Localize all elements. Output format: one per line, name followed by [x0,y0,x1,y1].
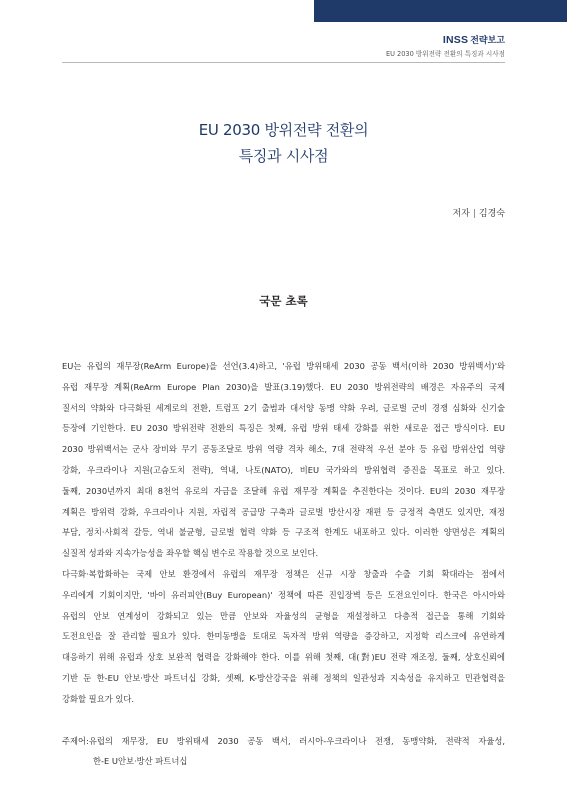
keywords-label: 주제어: [62,736,89,746]
document-title-line1: EU 2030 방위전략 전환의 [198,121,369,139]
keywords-block [62,731,505,771]
text-line: 등장에 기인한다. EU 2030 방위전략 전환의 특징은 첫째, 유럽 방위 태세 강화를 위한 새로운 접근 방식이다. EU [62,423,505,434]
keywords-text-line2: 한-E U안보·방산 파트너십 [93,756,188,766]
text-line: 부담, 정치·사회적 갈등, 역내 불균형, 글로벌 협력 약화 등 구조적 한계도 내포하고 있다. 이러한 양면성은 계획의 [62,527,505,538]
brand-name: INSS [442,34,469,46]
keywords-line1 [62,731,505,751]
header-accent-bar [314,0,567,22]
text-line: 다극화·복합화하는 국제 안보 환경에서 유럽의 재무장 정책은 신규 시장 창출과 수출 기회 확대라는 점에서 [62,568,505,579]
text-line: 둘째, 2030년까지 최대 8천억 유로의 자금을 조달해 유럽 재무장 계획을 추진한다는 것이다. EU의 2030 재무장 [62,485,505,496]
text-line: 계획은 방위력 강화, 우크라이나 지원, 자립적 공급망 구축과 글로벌 방산시장 재편 등 긍정적 측면도 있지만, 재정 [62,506,505,517]
author-label: 저자 [452,209,470,219]
text-line: 유럽의 안보 연계성이 강화되고 있는 만큼 안보와 자율성의 균형을 재설정하고 다층적 접근을 통해 기회와 [62,610,505,621]
text-line: 질서의 약화와 다극화된 세계로의 전환, 트럼프 2기 출범과 대서양 동맹 약화 우려, 글로벌 군비 경쟁 심화와 신기술 [62,402,505,413]
text-line: 도전요인을 잘 관리할 필요가 있다. 한미동맹을 토대로 독자적 방위 역량을 증강하고, 지정학 리스크에 유연하게 [62,631,505,642]
keywords-text-line1: 유럽의 재무장, EU 방위태세 2030 공동 백서, 러시아-우크라이나 전쟁, 동맹약화, 전략적 자율성, [88,736,505,746]
header-divider [62,62,505,63]
abstract-paragraph-2 [62,564,505,710]
abstract-paragraph-1 [62,356,505,564]
text-line: 기반 둔 한-EU 안보·방산 파트너십 강화, 셋째, K-방산강국을 위해 정책의 일관성과 지속성을 유지하고 민관협력을 [62,672,505,683]
text-line: 대응하기 위해 유럽과 상호 보완적 협력을 강화해야 한다. 이를 위해 첫째, 대(對)EU 전략 재조정, 둘째, 상호신뢰에 [62,652,505,663]
text-line: 우리에게 기회이지만, '바이 유러피안(Buy European)' 정책에 따른 진입장벽 등은 도전요인이다. 한국은 아시아와 [62,589,505,600]
brand-logo [443,33,505,46]
text-line: 유럽 재무장 계획(ReArm Europe Plan 2030)을 발표(3.19)했다. EU 2030 방위전략의 배경은 자유주의 국제 [62,381,505,392]
document-title-line2: 특징과 시사점 [238,147,329,165]
author-name: 김경숙 [478,209,505,219]
author-separator: | [472,209,476,219]
text-line: 강화할 필요가 있다. [62,693,135,704]
running-title: EU 2030 방위전략 전환의 특징과 시사점 [385,50,505,58]
text-line: 2030 방위백서는 군사 장비와 무기 공동조달로 방위 역량 격차 해소, 7대 전략적 우선 분야 등 유럽 방위산업 역량 [62,444,505,455]
text-line: 실질적 성과와 지속가능성을 좌우할 핵심 변수로 작용할 것으로 보인다. [62,548,319,559]
text-line: EU는 유럽의 재무장(ReArm Europe)을 선언(3.4)하고, '유럽 방위태세 2030 공동 백서(이하 2030 방위백서)'와 [62,361,505,371]
abstract-body [62,356,505,710]
abstract-heading: 국문 초록 [259,294,308,308]
author-line [452,206,505,219]
text-line: 강화, 우크라이나 지원(고슴도치 전략), 역내, 나토(NATO), 비EU 국가와의 방위협력 증진을 목표로 하고 있다. [62,464,505,475]
report-type: 전략보고 [470,36,505,46]
